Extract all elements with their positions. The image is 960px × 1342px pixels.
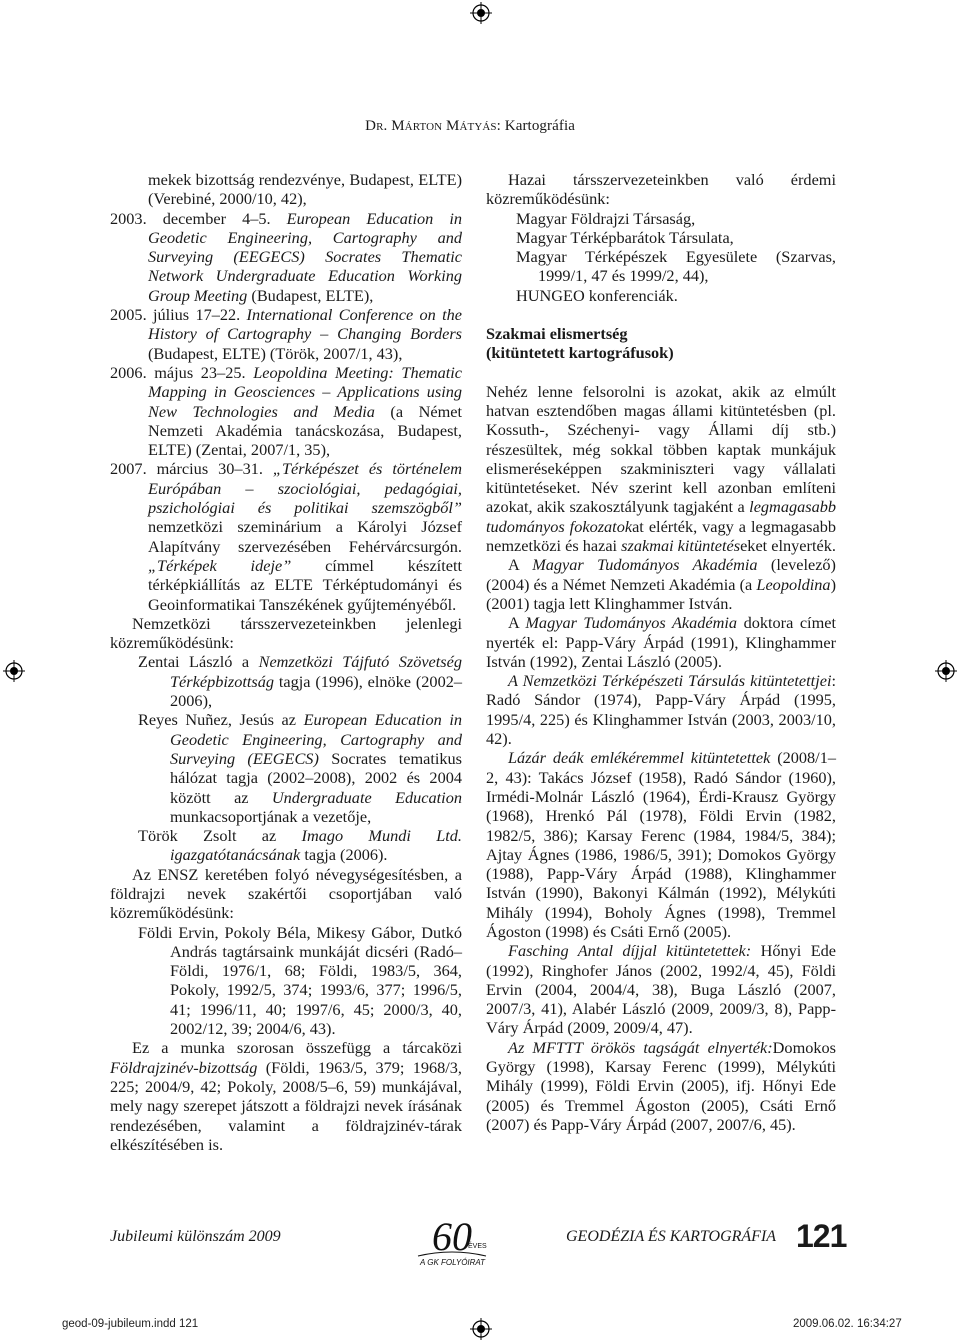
header-author: Márton Mátyás — [391, 118, 497, 134]
paragraph — [486, 382, 836, 556]
list-item — [110, 710, 462, 826]
text: (a Német Nemzeti Akadémia tanácskozása, Budapest, ELTE) (Zentai, 2007/1, 35), — [148, 401, 463, 460]
text-italic: legmagasabb tudományos fokozatok — [486, 497, 836, 536]
logo-small: ÉVES — [468, 1243, 487, 1250]
list-item: Magyar Térképészek Egyesülete (Szarvas, 1999/1, 47 és 1999/2, 44), — [516, 247, 836, 286]
registration-mark-icon — [470, 1318, 492, 1340]
list-item: Magyar Földrajzi Társaság, — [516, 208, 696, 228]
section-subheading: (kitüntetett kartográfusok) — [486, 343, 674, 363]
paragraph — [110, 209, 462, 305]
text: at elérték, vagy a legmagasabb nemzetközi és hazai — [486, 516, 836, 556]
text: 2007. március 30–31. — [110, 459, 273, 479]
paragraph — [486, 671, 836, 748]
list-item: Magyar Térképbarátok Társulata, — [516, 227, 734, 247]
footer-journal: GEODÉZIA ÉS KARTOGRÁFIA — [566, 1228, 777, 1245]
text: Nehéz lenne felsorolni is azokat, akik az elmúlt hatvan esztendőben magas állami kitüntetésben (pl. Kossuth-, Széchenyi- vagy Állami díj stb.) részesültek, még sokkal többen kaptak munkájuk elismeréseképpen szakminiszteri vagy vállalati kitüntetéseket. Név szerint kell azonban említeni azokat, akik szakosztályunk tagjaként a — [486, 381, 836, 517]
text: (Budapest, ELTE) (Török, 2007/1, 43), — [148, 343, 403, 363]
text-italic: Undergraduate Education — [271, 787, 462, 807]
right-column — [486, 170, 836, 1134]
paragraph: Az ENSZ keretében folyó névegységesítésben, a földrajzi nevek szakértői csoportjában való közreműködésünk: — [110, 864, 462, 923]
paragraph — [486, 555, 836, 613]
file-info: geod-09-jubileum.indd 121 — [62, 1318, 199, 1330]
paragraph: Nemzetközi társszervezeteinkben jelenlegi közreműködésünk: — [110, 613, 462, 653]
list-item: HUNGEO konferenciák. — [516, 285, 678, 305]
paragraph — [486, 941, 836, 1037]
text: mekek bizottság rendezvénye, Budapest, ELTE) (Verebiné, 2000/10, 42), — [148, 170, 462, 209]
text: A — [508, 555, 533, 575]
registration-mark-icon — [470, 2, 492, 24]
text: 2003. december 4–5. — [110, 208, 287, 228]
section-heading: Szakmai elismertség — [486, 324, 628, 344]
paragraph — [486, 748, 836, 941]
text-italic: European Education in Geodetic Engineering, Cartography and Surveying (EEGECS) — [170, 710, 462, 768]
text: Hőnyi Ede (1992), Ringhofer János (2002, 1992/4, 45), Földi Ervin (2004, 2004/4, 38), Buga László (2007, 2007/3, 41), Alabér László (2009, 2009/3, 8), Papp-Váry Árpád (2009, 2009/4, 47). — [486, 941, 837, 1038]
paragraph — [486, 1038, 836, 1134]
running-header — [365, 118, 575, 135]
text-italic: International Conference on the History of Cartography – Changing Borders — [148, 305, 462, 344]
text-italic: Leopoldina — [756, 574, 831, 594]
paragraph — [486, 613, 836, 671]
text-italic: European Education in Geodetic Engineering, Cartography and Surveying (EEGECS) Socrates Thematic Network Undergraduate Education Working Group Meeting — [148, 208, 462, 305]
text: (Földi, 1963/5, 379; 1968/3, 225; 2004/9, 42; Pokoly, 2008/5–6, 59) munkájával, mely nagy szerepet játszott a földrajzi nevek írásának rendezésében, valamint a földrajzinév-tárak elkészítésében is. — [110, 1057, 462, 1154]
text-italic: Földrajzinév-bizottság — [110, 1057, 258, 1077]
text: tagja (2006). — [300, 845, 388, 865]
text: Reyes Nuñez, Jesús az — [138, 710, 304, 730]
header-sep: : — [496, 118, 505, 134]
left-column — [110, 170, 462, 1154]
text-italic: Lázár deák emlékérem — [508, 748, 661, 768]
text-italic: Leopoldina Meeting: Thematic Mapping in Geosciences – Applications using New Technologies and Media — [148, 362, 462, 421]
text: Török Zsolt az — [138, 826, 302, 846]
text-italic: mel kitüntetettek — [660, 748, 771, 768]
text: (levelező) (2004) és a Német Nemzeti Akadémia (a — [486, 555, 836, 594]
paragraph — [110, 170, 462, 209]
text: (2008/1–2, 43): Takács József (1958), Radó Sándor (1960), Irmédi-Molnár László (1964), Érdi-Krausz György (1968), Hrenkó Pál (1978), Földi Ervin (1982, 1982/5, 386); Karsay Ferenc (1984, 1984/5, 384); Ajtay Ágnes (1986, 1986/5, 391); Domokos György (1988), Papp-Váry Árpád (1988), Klinghammer István (1990), Bakonyi Kálmán (1992), Mélykúti Mihály (1994), Boholy Ágnes (1998), Tremmel Ágoston (1998) és Csáti Ernő (2005). — [486, 748, 836, 941]
text-italic: „Térképészet és történelem Európában – szociológiai, pedagógiai, pszichológiai és politikai szemszögből” — [148, 459, 463, 518]
text: 2005. július 17–22. — [110, 305, 247, 325]
text: (Budapest, ELTE), — [247, 285, 374, 305]
text: Ez a munka szorosan összefügg a tárcaközi — [132, 1038, 462, 1058]
text: Socrates tematikus hálózat tagja (2002–2008), 2002 és 2004 között az — [170, 748, 462, 807]
list-item — [110, 652, 462, 710]
list-item — [110, 826, 462, 865]
text: Domokos György (1998), Karsay Ferenc (1999), Mélykúti Mihály (1999), Földi Ervin (2005), ifj. Hőnyi Ede (2005) és Tremmel Ágoston (2005), Csáti Ernő (2007) és Papp-Váry Árpád (2007, 2007/6, 45). — [486, 1037, 836, 1134]
header-author-prefix: Dr. — [365, 118, 392, 134]
text: eket elnyerték. — [740, 536, 836, 556]
anniversary-logo — [412, 1212, 492, 1268]
text: címmel készített térképkiállítás az ELTE Térképtudományi és Geoinformatikai Tanszékének gyűjteményéből. — [148, 555, 462, 614]
text: doktora címet nyerték el: Papp-Váry Árpád (1991), Klinghammer István (1992), Zentai László (2005). — [486, 613, 836, 671]
logo-subtitle: A GK FOLYÓIRAT — [420, 1258, 486, 1267]
file-timestamp: 2009.06.02. 16:34:27 — [793, 1318, 902, 1330]
paragraph: Hazai társszervezeteinkben való érdemi közreműködésünk: — [486, 170, 836, 209]
text: nemzetközi szeminárium a Károlyi József Alapítvány szervezésében Fehérvárcsurgón. — [148, 517, 462, 556]
text: 2006. május 23–25. — [110, 362, 254, 382]
text: A — [508, 613, 526, 633]
logo-number: 60 — [432, 1214, 472, 1259]
text-italic: Magyar Tudományos Akadémia — [532, 555, 758, 575]
text: munkacsoportjának a vezetője, — [170, 806, 372, 826]
page-number: 121 — [796, 1218, 847, 1254]
text: ) (2001) tagja lett Klinghammer István. — [486, 574, 836, 613]
text: : Radó Sándor (1974), Papp-Váry Árpád (1995, 1995/4, 225) és Klinghammer István (2003, 2003/10, 42). — [486, 671, 836, 749]
header-title: Kartográfia — [504, 118, 575, 134]
paragraph — [110, 305, 462, 363]
paragraph — [110, 1038, 462, 1154]
text: Zentai László a — [138, 652, 259, 672]
text: tagja (1996), elnöke (2002–2006), — [170, 671, 462, 711]
text-italic: Fasching Antal díjjal kitüntetettek: — [508, 941, 752, 961]
list-item: Földi Ervin, Pokoly Béla, Mikesy Gábor, Dutkó András tagtársaink munkáját dicséri (Radó–Földi, 1976/1, 68; Földi, 1983/5, 364, Pokoly, 1992/5, 374; 1993/6, 377; 1996/5, 41; 1996/11, 40; 1997/6, 45; 2000/3, 40, 2002/12, 39; 2004/6, 43). — [138, 922, 462, 1039]
paragraph — [110, 363, 462, 459]
text-italic: A Nemzetközi Térképészeti Társulás kitüntetettjei — [508, 671, 832, 691]
text-italic: szakmai kitüntetés — [621, 536, 741, 556]
registration-mark-icon — [3, 660, 25, 682]
text-italic: „Térképek ideje” — [148, 555, 292, 575]
text-italic: Imago Mundi Ltd. igazgatótanácsának — [170, 826, 462, 865]
paragraph — [110, 459, 462, 613]
registration-mark-icon — [935, 660, 957, 682]
text-italic: Magyar Tudományos Akadémia — [525, 613, 738, 633]
text-italic: Az MFTTT örökös tagságát elnyerték: — [508, 1037, 773, 1057]
footer-issue: Jubileumi különszám 2009 — [110, 1228, 281, 1245]
text-italic: Nemzetközi Tájfutó Szövetség Térképbizottság — [170, 652, 463, 691]
